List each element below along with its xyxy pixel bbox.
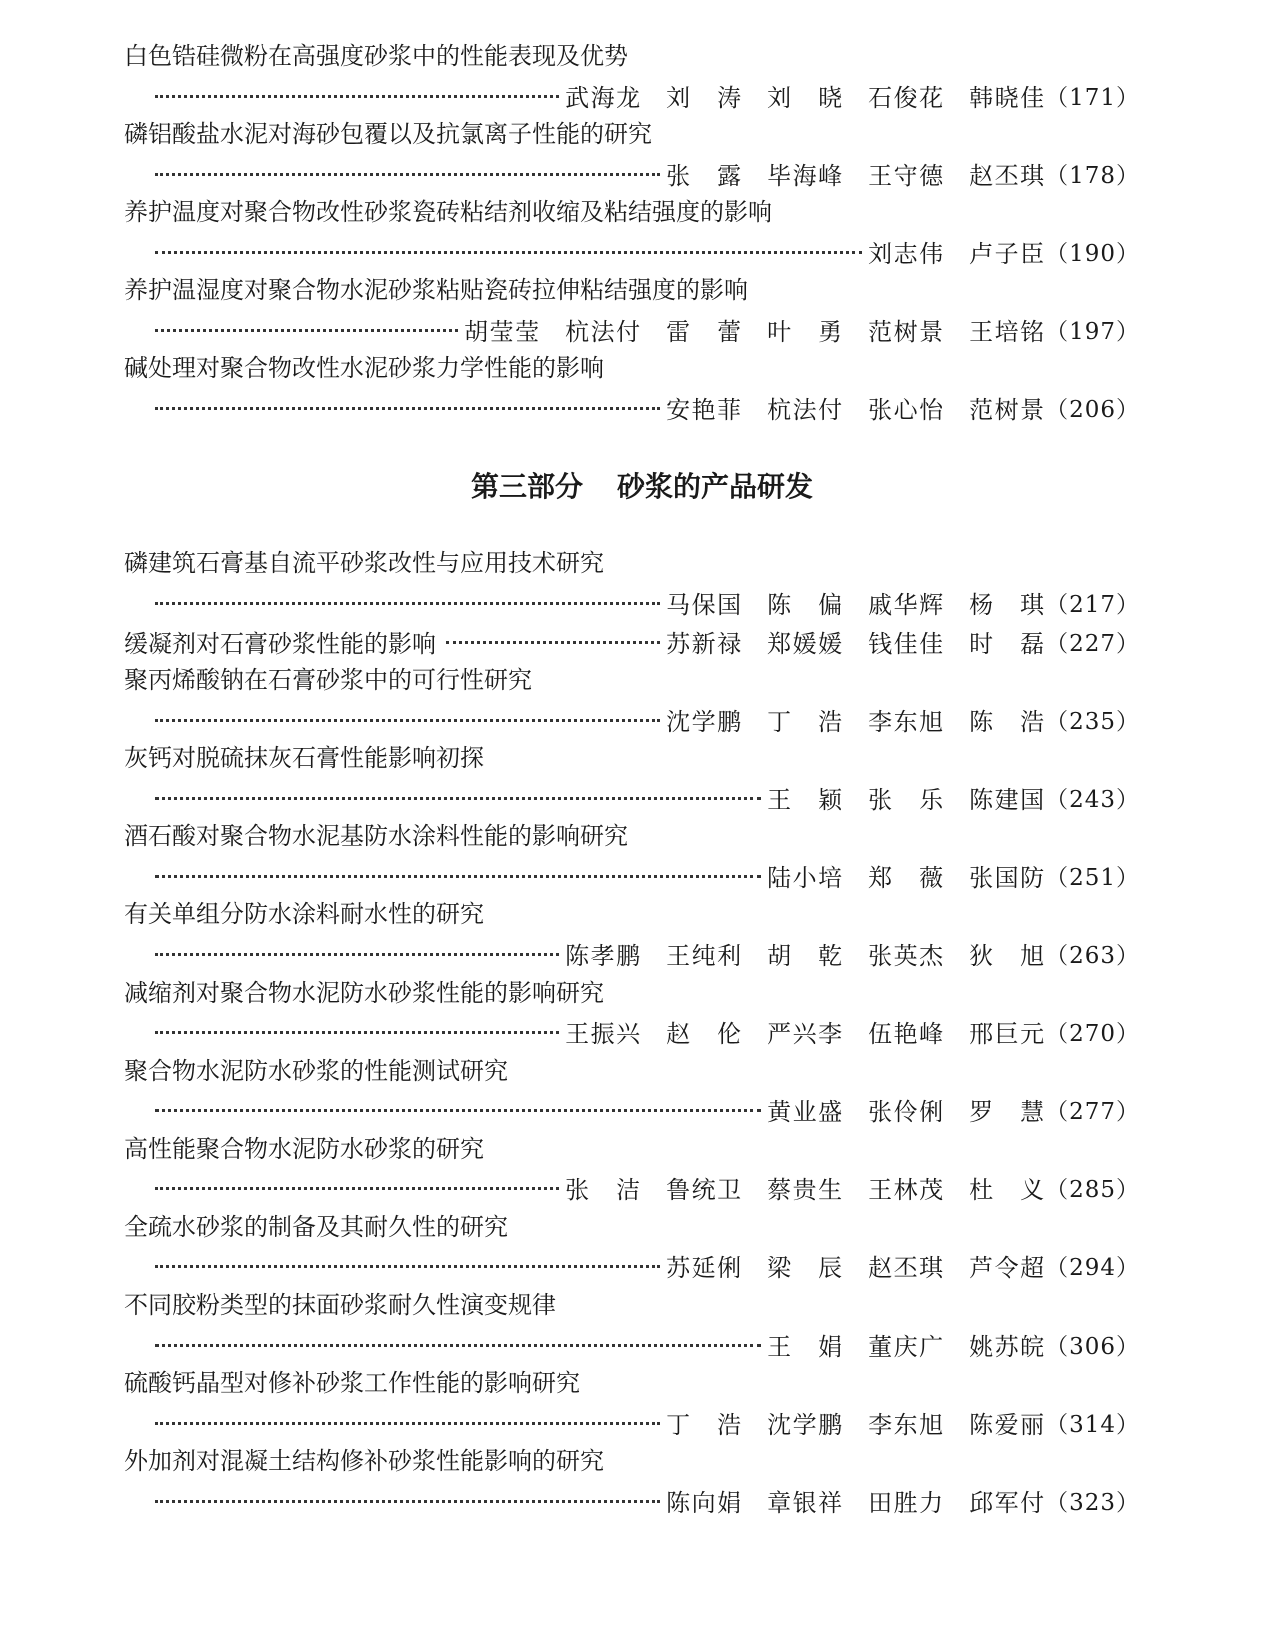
author-name: 沈学鹏 (666, 707, 743, 736)
author-name: 张 乐 (868, 785, 945, 814)
entry-author-line (155, 587, 1140, 617)
author-name: 蔡贵生 (767, 1176, 844, 1205)
dot-leader (155, 1265, 660, 1268)
author-list (666, 585, 1045, 620)
author-list (464, 312, 1045, 347)
author-name: 张 洁 (565, 1176, 642, 1205)
author-name: 杭法付 (565, 317, 642, 346)
entry-title[interactable]: 磷铝酸盐水泥对海砂包覆以及抗氯离子性能的研究 (124, 120, 652, 149)
section-heading (0, 470, 1284, 504)
author-name: 范树景 (868, 317, 945, 346)
page-number: （235） (1045, 708, 1140, 735)
author-name: 雷 蕾 (666, 317, 743, 346)
author-list (767, 1327, 1045, 1362)
entry-title[interactable]: 养护温度对聚合物改性砂浆瓷砖粘结剂收缩及粘结强度的影响 (124, 198, 772, 227)
author-name: 胡莹莹 (464, 317, 541, 346)
author-list (565, 1170, 1045, 1205)
author-name: 石俊花 (868, 83, 945, 112)
author-name: 苏延俐 (666, 1254, 743, 1283)
author-name: 王振兴 (565, 1020, 642, 1049)
author-name: 刘 晓 (767, 83, 844, 112)
entry-title[interactable]: 有关单组分防水涂料耐水性的研究 (124, 900, 484, 929)
dot-leader (155, 1422, 660, 1425)
dot-leader (155, 719, 660, 722)
author-list (666, 156, 1045, 191)
author-name: 陈 浩 (969, 707, 1046, 736)
entry-title[interactable]: 白色锆硅微粉在高强度砂浆中的性能表现及优势 (124, 42, 628, 70)
entry-author-line (155, 392, 1140, 422)
page-number: （243） (1045, 786, 1140, 813)
author-name: 刘志伟 (868, 239, 945, 268)
entry-title[interactable]: 不同胶粉类型的抹面砂浆耐久性演变规律 (124, 1290, 556, 1319)
author-name: 张英杰 (868, 942, 945, 970)
author-name: 李东旭 (868, 707, 945, 736)
author-list (767, 780, 1045, 815)
dot-leader (155, 329, 458, 332)
entry-author-line (155, 782, 1140, 812)
page-number: （263） (1045, 943, 1140, 969)
entry-author-line (155, 80, 1140, 110)
page-number: （270） (1045, 1021, 1140, 1048)
page-number: （323） (1045, 1489, 1140, 1516)
author-name: 姚苏皖 (969, 1332, 1046, 1361)
author-name: 赵丕琪 (969, 161, 1046, 190)
entry-author-line (155, 314, 1140, 344)
author-list (565, 936, 1045, 971)
author-list (666, 390, 1045, 425)
page-number: （227） (1045, 630, 1140, 657)
author-name: 杭法付 (767, 395, 844, 424)
entry-author-line (155, 1485, 1140, 1515)
entry-author-line (155, 939, 1140, 969)
toc-entry[interactable] (124, 626, 1140, 656)
dot-leader (155, 251, 862, 254)
author-name: 伍艳峰 (868, 1020, 945, 1049)
dot-leader (155, 1187, 559, 1190)
author-list (767, 858, 1045, 893)
entry-author-line (155, 704, 1140, 734)
section-name: 砂浆的产品研发 (617, 470, 814, 503)
dot-leader (446, 641, 660, 644)
entry-title[interactable]: 高性能聚合物水泥防水砂浆的研究 (124, 1134, 484, 1163)
author-name: 陈建国 (969, 785, 1046, 814)
entry-author-line (155, 1095, 1140, 1125)
author-name: 邱军付 (969, 1488, 1046, 1517)
author-name: 陈向娟 (666, 1488, 743, 1517)
page-number: （197） (1045, 318, 1140, 345)
author-name: 梁 辰 (767, 1254, 844, 1283)
entry-title[interactable]: 酒石酸对聚合物水泥基防水涂料性能的影响研究 (124, 822, 628, 851)
author-name: 田胜力 (868, 1488, 945, 1517)
author-name: 苏新禄 (666, 629, 743, 658)
author-list (565, 78, 1045, 113)
author-name: 王守德 (868, 161, 945, 190)
author-name: 陈爱丽 (969, 1410, 1046, 1439)
author-name: 韩晓佳 (969, 83, 1046, 112)
dot-leader (155, 797, 761, 800)
entry-author-line (155, 860, 1140, 890)
author-list (666, 1248, 1045, 1283)
dot-leader (155, 1344, 761, 1347)
author-name: 赵丕琪 (868, 1254, 945, 1283)
dot-leader (155, 407, 660, 410)
entry-title[interactable]: 硫酸钙晶型对修补砂浆工作性能的影响研究 (124, 1369, 580, 1398)
page-number: （314） (1045, 1411, 1140, 1438)
entry-author-line (155, 1173, 1140, 1203)
author-name: 钱佳佳 (868, 629, 945, 658)
entry-title[interactable]: 聚合物水泥防水砂浆的性能测试研究 (124, 1056, 508, 1085)
author-name: 郑 薇 (868, 863, 945, 892)
dot-leader (155, 1109, 761, 1112)
author-name: 杨 琪 (969, 590, 1046, 619)
author-name: 赵 伦 (666, 1020, 743, 1049)
author-name: 时 磊 (969, 629, 1046, 658)
page-number: （178） (1045, 162, 1140, 189)
author-name: 马保国 (666, 590, 743, 619)
author-name: 陈 偏 (767, 590, 844, 619)
author-name: 杜 义 (969, 1176, 1046, 1205)
entry-author-line (155, 1407, 1140, 1437)
entry-title[interactable]: 聚丙烯酸钠在石膏砂浆中的可行性研究 (124, 666, 532, 695)
author-name: 胡 乾 (767, 942, 844, 970)
dot-leader (155, 602, 660, 605)
author-list (666, 624, 1045, 659)
author-name: 叶 勇 (767, 317, 844, 346)
author-name: 王培铭 (969, 317, 1046, 346)
entry-author-line (155, 1329, 1140, 1359)
author-name: 王林茂 (868, 1176, 945, 1205)
author-name: 沈学鹏 (767, 1410, 844, 1439)
author-name: 严兴李 (767, 1020, 844, 1049)
entry-title[interactable]: 养护温湿度对聚合物水泥砂浆粘贴瓷砖拉伸粘结强度的影响 (124, 276, 748, 305)
author-name: 王 娟 (767, 1332, 844, 1361)
entry-title[interactable]: 减缩剂对聚合物水泥防水砂浆性能的影响研究 (124, 978, 604, 1007)
page-number: （294） (1045, 1255, 1140, 1282)
author-name: 芦令超 (969, 1254, 1046, 1283)
page-number: （190） (1045, 240, 1140, 267)
author-list (868, 234, 1045, 269)
dot-leader (155, 95, 559, 98)
author-name: 丁 浩 (767, 707, 844, 736)
page-number: （217） (1045, 591, 1140, 618)
author-name: 丁 浩 (666, 1410, 743, 1439)
author-name: 邢巨元 (969, 1020, 1046, 1049)
author-name: 范树景 (969, 395, 1046, 424)
entry-title[interactable]: 外加剂对混凝土结构修补砂浆性能影响的研究 (124, 1447, 604, 1476)
author-list (767, 1092, 1045, 1127)
author-name: 陆小培 (767, 863, 844, 892)
author-name: 张国防 (969, 863, 1046, 892)
entry-title[interactable]: 碱处理对聚合物改性水泥砂浆力学性能的影响 (124, 354, 604, 383)
entry-title[interactable]: 磷建筑石膏基自流平砂浆改性与应用技术研究 (124, 549, 604, 577)
author-name: 张伶俐 (868, 1098, 945, 1127)
author-list (666, 1405, 1045, 1440)
page-number: （251） (1045, 864, 1140, 891)
dot-leader (155, 875, 761, 878)
page-number: （285） (1045, 1177, 1140, 1204)
page-number: （306） (1045, 1333, 1140, 1360)
entry-author-line (155, 158, 1140, 188)
dot-leader (155, 1031, 559, 1034)
page-number: （206） (1045, 396, 1140, 423)
author-name: 黄业盛 (767, 1098, 844, 1127)
author-name: 李东旭 (868, 1410, 945, 1439)
author-list (565, 1014, 1045, 1049)
dot-leader (155, 173, 660, 176)
entry-title[interactable]: 灰钙对脱硫抹灰石膏性能影响初探 (124, 744, 484, 773)
author-name: 戚华辉 (868, 590, 945, 619)
page-number: （277） (1045, 1099, 1140, 1126)
dot-leader (155, 953, 559, 956)
author-list (666, 702, 1045, 737)
author-name: 陈孝鹏 (565, 942, 642, 970)
author-list (666, 1483, 1045, 1518)
section-part: 第三部分 (470, 470, 583, 503)
author-name: 毕海峰 (767, 161, 844, 190)
author-name: 张 露 (666, 161, 743, 190)
dot-leader (155, 1500, 660, 1503)
author-name: 卢子臣 (969, 239, 1046, 268)
author-name: 武海龙 (565, 83, 642, 112)
page-number: （171） (1045, 84, 1140, 111)
author-name: 罗 慧 (969, 1098, 1046, 1127)
author-name: 王 颖 (767, 785, 844, 814)
author-name: 章银祥 (767, 1488, 844, 1517)
author-name: 张心怡 (868, 395, 945, 424)
author-name: 董庆广 (868, 1332, 945, 1361)
author-name: 郑媛媛 (767, 629, 844, 658)
author-name: 狄 旭 (969, 942, 1046, 970)
entry-title[interactable]: 全疏水砂浆的制备及其耐久性的研究 (124, 1212, 508, 1241)
entry-title: 缓凝剂对石膏砂浆性能的影响 (124, 629, 436, 658)
author-name: 王纯利 (666, 942, 743, 970)
author-name: 安艳菲 (666, 395, 743, 424)
entry-author-line (155, 1251, 1140, 1281)
author-name: 刘 涛 (666, 83, 743, 112)
author-name: 鲁统卫 (666, 1176, 743, 1205)
entry-author-line (155, 1017, 1140, 1047)
entry-author-line (155, 236, 1140, 266)
